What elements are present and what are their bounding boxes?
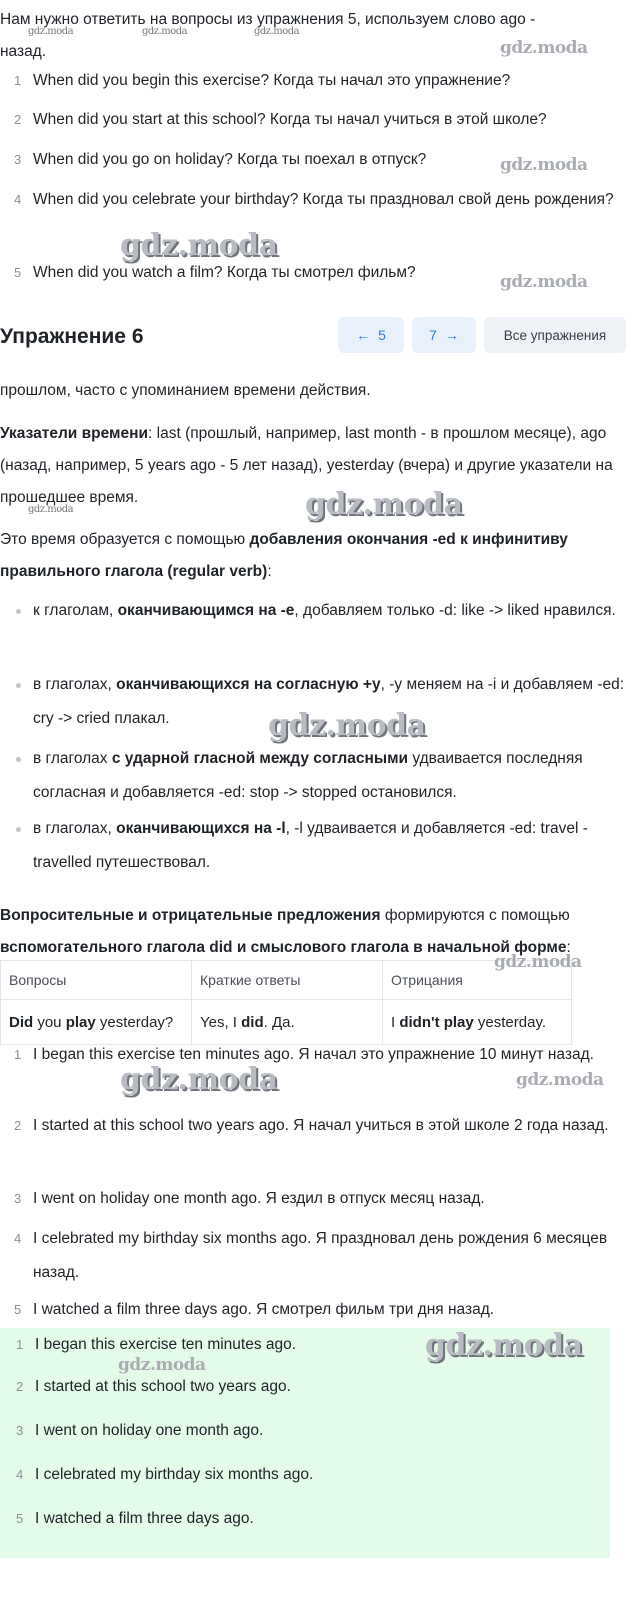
next-exercise-button[interactable] <box>412 317 476 353</box>
rule-bold: оканчивающихся на согласную +y <box>116 676 381 693</box>
watermark: gdz.moda <box>120 1062 278 1097</box>
bullet-dot <box>16 827 21 832</box>
watermark: gdz.moda <box>425 1328 583 1363</box>
formation-text: Это время образуется с помощью <box>0 531 250 548</box>
rule-item <box>0 812 626 880</box>
answer-number: 2 <box>14 1118 22 1133</box>
final-answer-item <box>0 1458 626 1492</box>
intro-line-2: назад. <box>0 43 47 60</box>
prev-exercise-label: 5 <box>378 327 386 343</box>
watermark: gdz.moda <box>142 26 188 37</box>
watermark: gdz.moda <box>120 228 278 263</box>
answer-number: 3 <box>14 1191 22 1206</box>
rule-text: , -l удваивается и добавляется -ed: travel - travelled путешествовал. <box>33 820 588 871</box>
translated-answer-item <box>0 1109 626 1143</box>
rule-text: , -y меняем на -i и добавляем -ed: cry -> cried плакал. <box>33 676 625 727</box>
answer-number: 5 <box>14 1302 22 1317</box>
translated-answer-item <box>0 1293 626 1327</box>
theory-past-line: прошлом, часто с упоминанием времени действия. <box>0 382 371 399</box>
question-rule-colon: : <box>566 939 571 956</box>
final-answer-item <box>0 1370 626 1404</box>
watermark: gdz.moda <box>268 708 426 743</box>
answer-text: I began this exercise ten minutes ago. Я начал это упражнение 10 минут назад. <box>33 1046 594 1063</box>
question-rule-bold: вспомогательного глагола did и смыслового глагола в начальной форме <box>0 939 567 956</box>
answer-text: I watched a film three days ago. <box>35 1510 254 1527</box>
bullet-dot <box>16 757 21 762</box>
rule-text: в глаголах <box>33 750 112 767</box>
rule-bold: оканчивающимся на -e <box>117 602 295 619</box>
rule-text: в глаголах, <box>33 676 117 693</box>
question-rule-text: формируются с помощью <box>380 907 570 924</box>
question-item <box>0 183 626 217</box>
question-number: 3 <box>14 152 22 167</box>
final-answer-item <box>0 1414 626 1448</box>
question-number: 4 <box>14 192 22 207</box>
table-header-cell: Краткие ответы <box>192 961 383 1000</box>
question-number: 5 <box>14 265 22 280</box>
question-number: 1 <box>14 73 22 88</box>
rule-item <box>0 594 626 628</box>
translated-answer-item <box>0 1038 626 1072</box>
formation-rule: добавления окончания -ed к инфинитиву правильного глагола (regular verb) <box>0 531 568 580</box>
bullet-dot <box>16 683 21 688</box>
intro-line-1: Нам нужно ответить на вопросы из упражнения 5, используем слово ago - <box>0 11 536 28</box>
grammar-table <box>0 960 572 1045</box>
translated-answer-item <box>0 1182 626 1216</box>
exercise-title: Упражнение 6 <box>0 325 144 348</box>
answer-number: 5 <box>16 1511 24 1526</box>
all-exercises-label: Все упражнения <box>503 327 607 343</box>
answer-text: I started at this school two years ago. <box>35 1378 291 1395</box>
answer-text: I celebrated my birthday six months ago. <box>35 1466 314 1483</box>
bullet-dot <box>16 609 21 614</box>
rule-item <box>0 742 626 810</box>
watermark: gdz.moda <box>305 487 463 522</box>
table-header-cell: Отрицания <box>383 961 572 1000</box>
question-item <box>0 64 626 98</box>
watermark: gdz.moda <box>28 504 74 515</box>
watermark: gdz.moda <box>254 26 300 37</box>
answer-number: 4 <box>16 1467 24 1482</box>
cut-off-line <box>0 354 632 360</box>
question-text: When did you start at this school? Когда ты начал учиться в этой школе? <box>33 111 547 128</box>
time-markers-heading: Указатели времени <box>0 425 149 442</box>
formation-paragraph <box>0 524 624 588</box>
arrow-left-icon: ← <box>356 327 371 343</box>
rule-text: , добавляем только -d: like -> liked нравился. <box>294 602 616 619</box>
answer-number: 4 <box>14 1231 22 1246</box>
final-answer-item <box>0 1502 626 1536</box>
table-header-cell: Вопросы <box>1 961 192 1000</box>
next-exercise-label: 7 <box>429 327 437 343</box>
watermark: gdz.moda <box>28 26 74 37</box>
prev-exercise-button[interactable] <box>338 317 404 353</box>
watermark: gdz.moda <box>516 1070 604 1090</box>
table-header-row <box>1 961 572 1000</box>
answer-text: I began this exercise ten minutes ago. <box>35 1336 297 1353</box>
rule-text: в глаголах, <box>33 820 117 837</box>
watermark: gdz.moda <box>500 38 588 58</box>
answer-number: 2 <box>16 1379 24 1394</box>
watermark: gdz.moda <box>500 155 588 175</box>
question-item <box>0 103 626 137</box>
question-text: When did you celebrate your birthday? Когда ты праздновал свой день рождения? <box>33 191 614 208</box>
table-cell: Did you play yesterday? <box>1 1000 192 1045</box>
watermark: gdz.moda <box>118 1355 206 1375</box>
answer-text: I celebrated my birthday six months ago. Я праздновал день рождения 6 месяцев назад. <box>33 1230 608 1281</box>
answer-text: I went on holiday one month ago. <box>35 1422 264 1439</box>
question-text: When did you begin this exercise? Когда ты начал это упражнение? <box>33 72 511 89</box>
arrow-right-icon: → <box>444 327 459 343</box>
watermark: gdz.moda <box>500 272 588 292</box>
translated-answer-item <box>0 1222 626 1290</box>
question-text: When did you go on holiday? Когда ты поехал в отпуск? <box>33 151 427 168</box>
answer-number: 3 <box>16 1423 24 1438</box>
rule-bold: оканчивающихся на -l <box>116 820 286 837</box>
rule-text: удваивается последняя согласная и добавляется -ed: stop -> stopped остановился. <box>33 750 583 801</box>
rule-bold: с ударной гласной между согласными <box>111 750 409 767</box>
formation-colon: : <box>267 563 272 580</box>
table-cell: Yes, I did. Да. <box>192 1000 383 1045</box>
all-exercises-button[interactable] <box>484 317 626 353</box>
time-markers-text: : last (прошлый, например, last month - в прошлом месяце), ago (назад, например, 5 years ago - 5 лет назад), yesterday (вчера) и другие указатели на прошедшее время. <box>0 425 613 506</box>
answer-text: I went on holiday one month ago. Я ездил в отпуск месяц назад. <box>33 1190 485 1207</box>
question-number: 2 <box>14 112 22 127</box>
answer-number: 1 <box>14 1047 22 1062</box>
question-rule-bold: Вопросительные и отрицательные предложения <box>0 907 381 924</box>
answer-text: I started at this school two years ago. Я начал учиться в этой школе 2 года назад. <box>33 1117 609 1134</box>
question-text: When did you watch a film? Когда ты смотрел фильм? <box>33 264 416 281</box>
answer-number: 1 <box>16 1337 24 1352</box>
watermark: gdz.moda <box>494 952 582 972</box>
rule-text: к глаголам, <box>33 602 118 619</box>
answer-text: I watched a film three days ago. Я смотрел фильм три дня назад. <box>33 1301 495 1318</box>
table-cell: I didn't play yesterday. <box>383 1000 572 1045</box>
